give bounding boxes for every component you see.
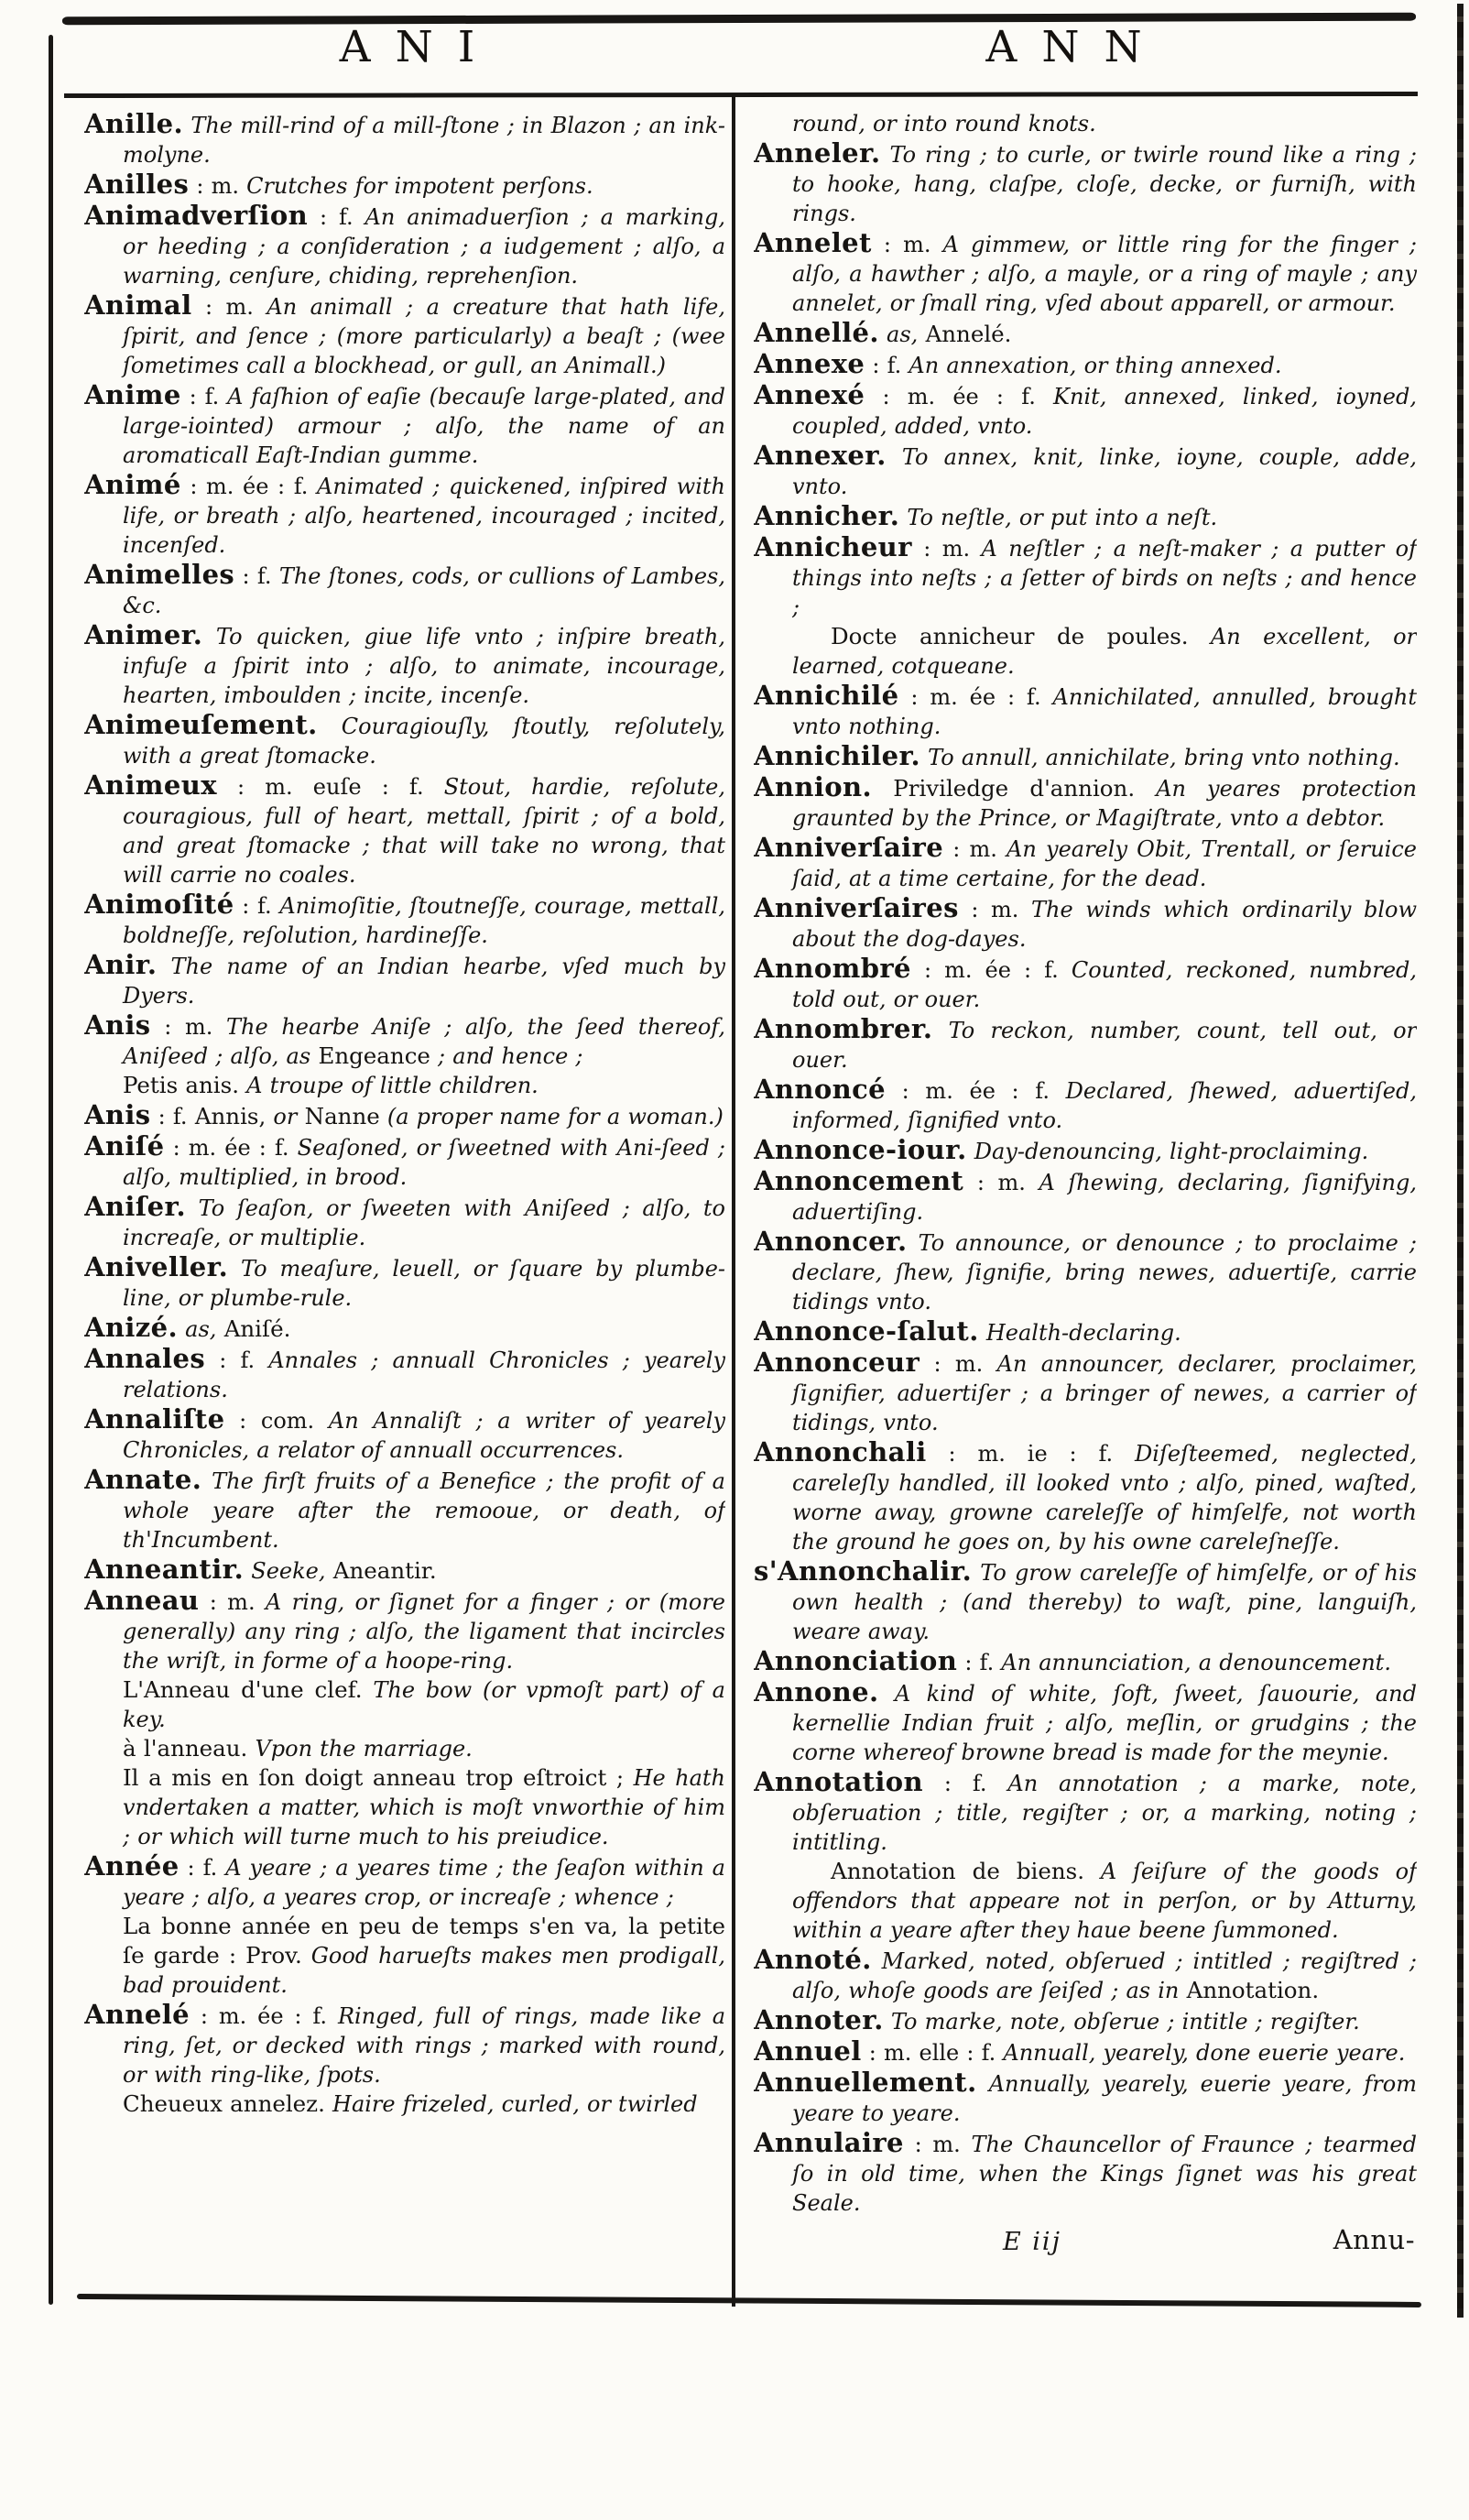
dictionary-entry <box>754 772 1417 833</box>
entry-gender-tag: : m. <box>871 232 931 257</box>
entry-phrase: Annotation. <box>1179 1977 1320 2003</box>
dictionary-entry <box>754 1556 1417 1646</box>
entry-gender-tag: : m. elle : f. <box>861 2040 996 2066</box>
entry-definition: The name of an Indian hearbe, vſed much by Dyers. <box>123 954 725 1009</box>
dictionary-entry <box>84 1555 725 1586</box>
dictionary-entry <box>84 889 725 950</box>
dictionary-entry <box>754 138 1417 228</box>
dictionary-entry <box>754 741 1417 772</box>
dictionary-entry <box>84 1404 725 1465</box>
entry-headword: Annombrer. <box>754 1013 933 1044</box>
entry-gender-tag: : f. <box>150 1104 188 1129</box>
entry-definition: A neſtler ; a neſt-maker ; a putter of things into neſts ; a ſetter of birds on neſts ; and hence ; <box>792 536 1417 620</box>
entry-headword: Annelet <box>754 227 872 258</box>
dictionary-entry <box>754 501 1417 532</box>
entry-definition: To announce, or denounce ; to proclaime ; declare, ſhew, ſignifie, bring newes, aduertiſe, carrie tidings vnto. <box>792 1230 1417 1315</box>
dictionary-entry <box>754 1316 1417 1347</box>
dictionary-entry <box>754 349 1417 380</box>
dictionary-entry <box>84 109 725 169</box>
entry-definition: An animaduerſion ; a marking, or heeding ; a conſideration ; a iudgement ; alſo, a warning, cenſure, chiding, reprehenſion. <box>123 204 725 289</box>
entry-definition: Annually, yearely, euerie yeare, from yeare to yeare. <box>792 2071 1417 2126</box>
entry-phrase: Petis anis. <box>123 1072 240 1098</box>
entry-gender-tag: : f. <box>234 893 272 919</box>
dictionary-entry <box>754 228 1417 318</box>
dictionary-entry <box>754 1767 1417 1857</box>
entry-headword: Annoter. <box>754 2004 884 2035</box>
dictionary-entry <box>754 1857 1417 1945</box>
entry-definition: An annexation, or thing annexed. <box>901 353 1282 378</box>
entry-gender-tag: : m. <box>199 1589 256 1615</box>
dictionary-entry <box>84 1131 725 1192</box>
entry-headword: Annonce-iour. <box>754 1134 967 1165</box>
dictionary-entry <box>84 620 725 710</box>
entry-definition: A yeare ; a yeares time ; the ſeaſon within a yeare ; alſo, a yeares crop, or increaſe ; whence ; <box>123 1855 725 1910</box>
entry-definition: To annex, knit, linke, ioyne, couple, adde, vnto. <box>792 444 1417 499</box>
entry-definition: or <box>266 1104 298 1129</box>
entry-definition: To neſtle, or put into a neſt. <box>899 505 1218 530</box>
entry-headword: Annonciation <box>754 1645 958 1676</box>
running-head-left: ANI <box>339 22 500 72</box>
dictionary-entry <box>84 950 725 1010</box>
entry-headword: Annuel <box>754 2035 862 2067</box>
entry-headword: Annichilé <box>754 680 899 711</box>
entry-definition: To marke, note, obſerue ; intitle ; regiſter. <box>883 2009 1360 2035</box>
column-right <box>754 109 1417 2303</box>
entry-gender-tag: : f. <box>865 353 902 378</box>
entry-gender-tag: : m. <box>189 173 239 199</box>
dictionary-entry <box>84 1313 725 1344</box>
dictionary-entry <box>84 1763 725 1851</box>
dictionary-entry <box>754 1135 1417 1166</box>
entry-definition: The hearbe Aniſe ; alſo, the ſeed thereof, Aniſeed ; alſo, as <box>123 1014 725 1069</box>
entry-definition: Crutches for impotent perſons. <box>238 173 593 199</box>
entry-headword: Annelé <box>84 1999 190 2030</box>
dictionary-entry <box>754 109 1417 138</box>
entry-gender-tag: : m. <box>958 897 1019 922</box>
entry-gender-tag: : m. ée : f. <box>898 684 1041 710</box>
entry-headword: Annoncer. <box>754 1226 908 1257</box>
entry-headword: Annuellement. <box>754 2067 977 2098</box>
entry-definition: He hath vndertaken a matter, which is moſt vnworthie of him ; or which will turne much to his preiudice. <box>123 1765 725 1849</box>
entry-gender-tag: : f. <box>180 384 220 409</box>
dictionary-entry <box>84 1071 725 1100</box>
entry-headword: Annoncement <box>754 1165 964 1196</box>
entry-headword: Anis <box>84 1009 151 1041</box>
entry-definition: To quicken, giue life vnto ; inſpire breath, infuſe a ſpirit into ; alſo, to animate, incourage, hearten, imboulden ; incite, incenſe. <box>123 624 725 708</box>
entry-headword: Annonceur <box>754 1347 920 1378</box>
entry-definition: The winds which ordinarily blow about the dog-dayes. <box>792 897 1417 952</box>
entry-gender-tag: : m. <box>919 1351 984 1377</box>
entry-headword: Annotation <box>754 1766 924 1797</box>
header-divider-rule <box>64 92 1418 98</box>
entry-headword: Annate. <box>84 1464 202 1495</box>
dictionary-entry <box>84 1192 725 1252</box>
entry-phrase: Il a mis en ſon doigt anneau trop eſtroict ; <box>123 1764 625 1791</box>
entry-definition: Annuall, yearely, done euerie yeare. <box>996 2040 1406 2066</box>
entry-headword: Aniveller. <box>84 1251 229 1282</box>
entry-headword: Anneler. <box>754 137 881 169</box>
entry-gender-tag: : f. <box>957 1650 995 1675</box>
dictionary-entry <box>754 954 1417 1014</box>
entry-gender-tag: : f. <box>923 1771 987 1796</box>
entry-headword: Annicher. <box>754 500 900 531</box>
entry-definition: An annunciation, a denouncement. <box>994 1650 1391 1675</box>
entry-definition: The bow (or vpmoſt part) of a key. <box>123 1677 725 1732</box>
dictionary-entry <box>84 770 725 889</box>
entry-gender-tag: : m. euſe : f. <box>216 774 424 800</box>
entry-definition: Animated ; quickened, inſpired with life, or breath ; alſo, heartened, incouraged ; incited, incenſed. <box>123 474 725 558</box>
entry-definition: ; and hence ; <box>430 1043 583 1069</box>
entry-definition: The mill-rind of a mill-ſtone ; in Blazon ; an ink-molyne. <box>123 113 725 168</box>
entry-gender-tag: : m. ée : f. <box>190 2003 328 2029</box>
entry-headword: Anizé. <box>84 1312 179 1343</box>
entry-headword: Animadverſion <box>84 200 309 231</box>
dictionary-entry <box>754 2036 1417 2067</box>
entry-headword: Annicheur <box>754 531 912 562</box>
entry-definition: A ſeiſure of the goods of offendors that appeare not in perſon, or by Atturny, within a yeare after they haue beene ſummoned. <box>792 1859 1417 1943</box>
entry-headword: Anime <box>84 379 181 410</box>
entry-definition: An Annaliſt ; a writer of yearely Chronicles, a relator of annuall occurrences. <box>123 1408 725 1463</box>
entry-definition: Seeke, <box>244 1558 326 1584</box>
catchword: Annu- <box>1333 2224 1415 2255</box>
entry-definition: An yearely Obit, Trentall, or ſeruice ſaid, at a time certaine, for the dead. <box>792 836 1417 891</box>
entry-definition: round, or into round knots. <box>792 111 1096 136</box>
dictionary-entry <box>754 833 1417 893</box>
entry-definition: The firſt fruits of a Benefice ; the profit of a whole yeare after the remooue, or death, of th'Incumbent. <box>123 1468 725 1553</box>
dictionary-entry <box>754 318 1417 349</box>
entry-definition: Declared, ſhewed, aduertiſed, informed, ſignified vnto. <box>792 1078 1417 1133</box>
dictionary-entry <box>754 1646 1417 1677</box>
entry-headword: Annion. <box>754 771 873 802</box>
column-divider-rule <box>732 97 735 2307</box>
dictionary-entry <box>84 1100 725 1131</box>
entry-gender-tag: : m. <box>911 536 971 562</box>
entry-definition: Marked, noted, obſerued ; intitled ; regiſtred ; alſo, whoſe goods are ſeiſed ; as in <box>792 1948 1417 2003</box>
entry-definition: The ſtones, cods, or cullions of Lambes, &c. <box>123 563 725 618</box>
entry-gender-tag: : m. <box>903 2132 961 2157</box>
entry-headword: Animeux <box>84 769 217 801</box>
entry-phrase: Annotation de biens. <box>831 1858 1084 1884</box>
dictionary-entry <box>754 2128 1417 2218</box>
entry-headword: Annexe <box>754 348 865 379</box>
entry-definition: The Chauncellor of Fraunce ; tearmed ſo in old time, when the Kings ſignet was his great Seale. <box>792 2132 1417 2216</box>
entry-phrase: Priviledge d'annion. <box>872 775 1136 802</box>
entry-gender-tag: : m. ée : f. <box>164 1135 289 1161</box>
dictionary-entry <box>754 2005 1417 2036</box>
entry-gender-tag: : m. ée : f. <box>910 957 1059 983</box>
entry-headword: Animeuſement. <box>84 709 318 740</box>
dictionary-entry <box>754 1166 1417 1227</box>
entry-headword: Annexer. <box>754 440 887 471</box>
entry-definition: Vpon the marriage. <box>247 1736 473 1762</box>
entry-headword: Animal <box>84 289 192 321</box>
entry-gender-tag: : f. <box>234 563 272 589</box>
entry-gender-tag: : f. <box>308 204 354 230</box>
dictionary-entry <box>754 1437 1417 1556</box>
entry-headword: Animoſité <box>84 889 234 920</box>
entry-headword: Aniſé <box>84 1130 165 1162</box>
entry-phrase: Aneantir. <box>325 1557 437 1584</box>
entry-definition: as, <box>178 1316 217 1342</box>
entry-definition: An excellent, or learned, cotqueane. <box>792 624 1417 679</box>
entry-definition: To ring ; to curle, or twirle round like a ring ; to hooke, hang, claſpe, cloſe, decke, or furniſh, with rings. <box>792 142 1417 226</box>
entry-definition: To ſeaſon, or ſweeten with Aniſeed ; alſo, to increaſe, or multiplie. <box>123 1195 725 1250</box>
dictionary-entry <box>84 1912 725 2000</box>
entry-headword: Annaliſte <box>84 1403 225 1435</box>
dictionary-entry <box>84 201 725 290</box>
entry-phrase: Annelé. <box>918 321 1012 347</box>
entry-phrase: Annis, <box>187 1103 267 1129</box>
entry-headword: Anilles <box>84 169 190 200</box>
dictionary-entry <box>754 1014 1417 1075</box>
entry-headword: Animelles <box>84 559 235 590</box>
entry-definition: (a proper name for a woman.) <box>379 1104 724 1129</box>
entry-phrase: Aniſé. <box>216 1315 291 1342</box>
dictionary-entry <box>754 1677 1417 1767</box>
entry-gender-tag: : f. <box>179 1855 218 1881</box>
dictionary-entry <box>754 893 1417 954</box>
dictionary-entry <box>754 622 1417 681</box>
entry-gender-tag: : m. <box>963 1170 1026 1195</box>
entry-headword: Annales <box>84 1343 206 1374</box>
entry-gender-tag: : m. <box>150 1014 213 1040</box>
entry-gender-tag: : m. <box>943 836 997 862</box>
entry-headword: Anneantir. <box>84 1554 245 1585</box>
dictionary-entry <box>754 681 1417 741</box>
entry-headword: Annonchali <box>754 1436 927 1467</box>
entry-headword: Animé <box>84 469 181 500</box>
entry-definition: An yeares protection graunted by the Prince, or Magiſtrate, vnto a debtor. <box>792 776 1417 831</box>
entry-gender-tag: : m. ée : f. <box>865 384 1036 409</box>
entry-definition: as, <box>878 322 919 347</box>
running-head-right: ANN <box>985 22 1167 72</box>
entry-phrase: Cheueux annelez. <box>123 2090 325 2117</box>
entry-headword: Anir. <box>84 949 158 980</box>
dictionary-entry <box>754 2067 1417 2128</box>
dictionary-entry <box>754 532 1417 622</box>
entry-definition: An announcer, declarer, proclaimer, ſignifier, aduertiſer ; a bringer of newes, a carrier of tidings, vnto. <box>792 1351 1417 1435</box>
entry-definition: An annotation ; a marke, note, obſeruation ; title, regiſter ; or, a marking, noting ; intitling. <box>792 1771 1417 1855</box>
entry-definition: Stout, hardie, reſolute, couragious, full of heart, mettall, ſpirit ; of a bold, and great ſtomacke ; that will take no wrong, that will carrie no coales. <box>123 774 725 888</box>
entry-gender-tag: : m. ie : f. <box>926 1441 1114 1467</box>
entry-headword: Année <box>84 1850 180 1882</box>
dictionary-entry <box>84 2000 725 2089</box>
dictionary-entry <box>84 560 725 620</box>
dictionary-entry <box>84 290 725 380</box>
entry-definition: A troupe of little children. <box>239 1073 539 1098</box>
entry-definition: A gimmew, or little ring for the finger ; alſo, a hawther ; alſo, a mayle, or a ring of mayle ; any annelet, or ſmall ring, vſed about apparell, or armour. <box>792 232 1417 316</box>
entry-headword: Annoncé <box>754 1074 887 1105</box>
dictionary-entry <box>84 1465 725 1555</box>
entry-definition: Diſeſteemed, neglected, careleſly handled, ill looked vnto ; alſo, pined, waſted, worne away, growne careleſſe of himſelfe, not worth the ground he goes on, by his owne careleſneſſe. <box>792 1441 1417 1555</box>
dictionary-entry <box>754 1075 1417 1135</box>
dictionary-entry <box>84 169 725 201</box>
signature-mark: E iij <box>1003 2228 1061 2256</box>
entry-gender-tag: : f. <box>205 1347 256 1373</box>
entry-gender-tag: : m. ée : f. <box>886 1078 1050 1104</box>
entry-headword: Annexé <box>754 379 865 410</box>
entry-definition: Health-declaring. <box>978 1320 1181 1346</box>
entry-definition: A faſhion of eaſie (becauſe large-plated, and large-iointed) armour ; alſo, the name of an aromaticall Eaſt-Indian gumme. <box>123 384 725 468</box>
column-left <box>84 109 725 2303</box>
dictionary-entry <box>84 1675 725 1734</box>
dictionary-entry <box>754 1945 1417 2005</box>
entry-headword: Anneau <box>84 1585 200 1616</box>
entry-definition: Day-denouncing, light-proclaiming. <box>966 1139 1369 1164</box>
entry-phrase: Engeance <box>310 1042 430 1069</box>
entry-phrase: Nanne <box>297 1103 380 1129</box>
entry-headword: Anille. <box>84 109 183 139</box>
entry-definition: Seaſoned, or ſweetned with Ani-ſeed ; alſo, multiplied, in brood. <box>123 1135 725 1190</box>
entry-definition: Haire frizeled, curled, or twirled <box>324 2091 698 2117</box>
entry-headword: Animer. <box>84 619 203 650</box>
entry-definition: To meaſure, leuell, or ſquare by plumbe-line, or plumbe-rule. <box>123 1256 725 1311</box>
dictionary-entry <box>84 1344 725 1404</box>
entry-definition: An animall ; a creature that hath life, ſpirit, and ſence ; (more particularly) a beaſt ; (wee ſometimes call a blockhead, or gull, an Animall.) <box>123 294 725 378</box>
entry-phrase: à l'anneau. <box>123 1735 248 1762</box>
entry-definition: Good harueſts makes men prodigall, bad prouident. <box>123 1943 725 1998</box>
entry-definition: A ſhewing, declaring, ſignifying, aduertiſing. <box>792 1170 1417 1225</box>
entry-definition: To reckon, number, count, tell out, or ouer. <box>792 1018 1417 1073</box>
entry-definition: Animoſitie, ſtoutneſſe, courage, mettall, boldneſſe, reſolution, hardineſſe. <box>123 893 725 948</box>
entry-phrase: L'Anneau d'une clef. <box>123 1676 363 1703</box>
dictionary-entry <box>84 2089 725 2119</box>
left-border-rule <box>49 35 53 2305</box>
entry-gender-tag: : m. <box>191 294 254 320</box>
right-border-rule <box>1457 4 1464 2318</box>
entry-phrase: Docte annicheur de poules. <box>831 623 1189 649</box>
entry-headword: s'Annonchalir. <box>754 1555 973 1587</box>
entry-headword: Annonce-ſalut. <box>754 1315 979 1347</box>
entry-gender-tag: : m. ée : f. <box>180 474 309 499</box>
dictionary-entry <box>754 380 1417 441</box>
entry-definition: Ringed, full of rings, made like a ring, ſet, or decked with rings ; marked with round, or with ring-like, ſpots. <box>123 2003 725 2088</box>
entry-gender-tag: : com. <box>224 1408 315 1434</box>
entry-headword: Aniſer. <box>84 1191 187 1222</box>
entry-definition: Counted, reckoned, numbred, told out, or ouer. <box>792 957 1417 1012</box>
entry-headword: Annoté. <box>754 1944 872 1975</box>
dictionary-entry <box>84 710 725 770</box>
entry-headword: Annone. <box>754 1676 879 1707</box>
entry-headword: Anis <box>84 1099 151 1130</box>
entry-headword: Annulaire <box>754 2127 904 2158</box>
dictionary-entry <box>84 470 725 560</box>
entry-definition: To grow careleſſe of himſelfe, or of his own health ; (and thereby) to waſt, pine, languiſh, weare away. <box>792 1560 1417 1644</box>
entry-definition: Annales ; annuall Chronicles ; yearely relations. <box>123 1347 725 1402</box>
dictionary-entry <box>84 1734 725 1763</box>
dictionary-entry <box>84 380 725 470</box>
top-border-rule <box>62 13 1416 26</box>
dictionary-entry <box>754 1347 1417 1437</box>
dictionary-entry <box>84 1252 725 1313</box>
entry-headword: Anniverſaire <box>754 832 944 863</box>
dictionary-entry <box>754 441 1417 501</box>
entry-definition: Knit, annexed, linked, ioyned, coupled, added, vnto. <box>792 384 1417 439</box>
entry-headword: Annellé. <box>754 317 879 348</box>
entry-headword: Annichiler. <box>754 740 921 771</box>
entry-phrase: La bonne année en peu de temps s'en va, la petite ſe garde : Prov. <box>123 1913 725 1969</box>
entry-headword: Annombré <box>754 953 911 984</box>
entry-definition: Annichilated, annulled, brought vnto nothing. <box>792 684 1417 739</box>
dictionary-entry <box>84 1586 725 1675</box>
dictionary-entry <box>84 1851 725 1912</box>
entry-definition: A kind of white, ſoft, ſweet, ſauourie, and kernellie Indian fruit ; alſo, meſlin, or grudgins ; the corne whereof browne bread is made for the meynie. <box>792 1681 1417 1765</box>
dictionary-entry <box>84 1010 725 1071</box>
entry-definition: A ring, or ſignet for a finger ; or (more generally) any ring ; alſo, the ligament that incircles the wriſt, in forme of a hoope-ring. <box>123 1589 725 1674</box>
entry-definition: To annull, annichilate, bring vnto nothing. <box>920 745 1400 770</box>
dictionary-entry <box>754 1227 1417 1316</box>
entry-headword: Anniverſaires <box>754 892 959 923</box>
entry-definition: Couragiouſly, ſtoutly, reſolutely, with a great ſtomacke. <box>123 714 725 769</box>
